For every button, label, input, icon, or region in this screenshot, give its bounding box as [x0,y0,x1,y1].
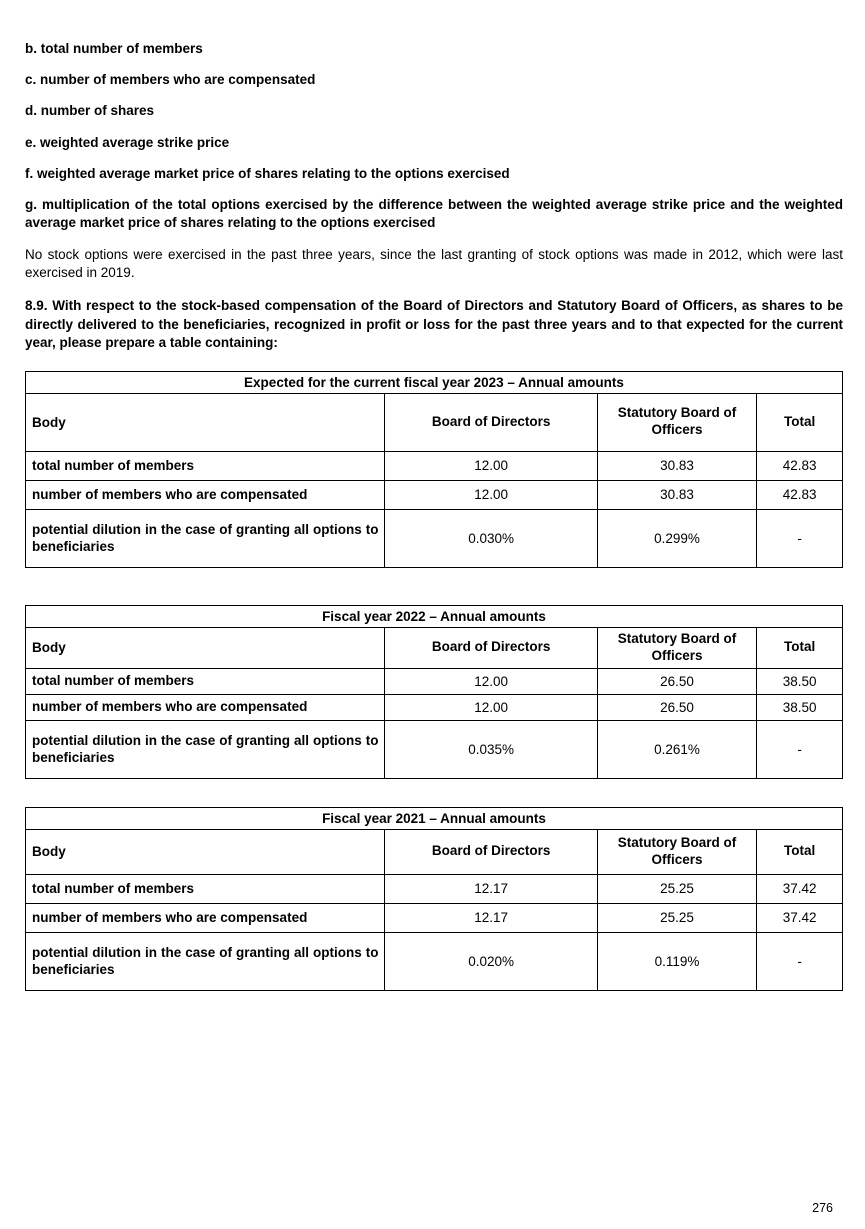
cell-value: 26.50 [597,668,756,694]
cell-value: 0.119% [597,932,756,990]
table-title: Fiscal year 2022 – Annual amounts [26,605,843,627]
cell-value: 38.50 [757,694,843,720]
column-header-board: Board of Directors [385,829,597,874]
cell-value: 30.83 [597,480,756,509]
column-header-statutory: Statutory Board of Officers [597,393,756,451]
cell-value: 0.035% [385,720,597,778]
row-label: number of members who are compensated [26,694,385,720]
table-header-row [26,829,843,874]
cell-value: 12.00 [385,668,597,694]
column-header-body: Body [26,627,385,668]
row-label: number of members who are compensated [26,480,385,509]
table-row [26,509,843,567]
cell-value: 30.83 [597,451,756,480]
cell-value: 42.83 [757,451,843,480]
table-row [26,694,843,720]
cell-value: - [757,509,843,567]
column-header-board: Board of Directors [385,393,597,451]
column-header-body: Body [26,829,385,874]
row-label: total number of members [26,668,385,694]
row-label: potential dilution in the case of granting all options to beneficiaries [26,509,385,567]
cell-value: 0.261% [597,720,756,778]
row-label: total number of members [26,874,385,903]
cell-value: 38.50 [757,668,843,694]
table-title-row [26,605,843,627]
row-label: total number of members [26,451,385,480]
column-header-total: Total [757,627,843,668]
cell-value: 12.17 [385,874,597,903]
table-2022 [25,605,843,779]
table-header-row [26,627,843,668]
list-item-e: e. weighted average strike price [25,134,230,150]
column-header-board: Board of Directors [385,627,597,668]
table-title: Fiscal year 2021 – Annual amounts [26,807,843,829]
cell-value: 12.00 [385,480,597,509]
cell-value: 12.00 [385,694,597,720]
cell-value: 12.17 [385,903,597,932]
table-title-row [26,371,843,393]
column-header-statutory: Statutory Board of Officers [597,627,756,668]
list-item-c: c. number of members who are compensated [25,72,316,88]
list-item-b: b. total number of members [25,41,203,56]
table-row [26,932,843,990]
page-number: 276 [812,1201,833,1215]
cell-value: 0.020% [385,932,597,990]
column-header-statutory: Statutory Board of Officers [597,829,756,874]
cell-value: 12.00 [385,451,597,480]
row-label: potential dilution in the case of granting all options to beneficiaries [26,932,385,990]
section-heading-8-9: 8.9. With respect to the stock-based compensation of the Board of Directors and Statutory Board of Officers, as shares to be directly delivered to the beneficiaries, recognized in profit or loss for the past three years and to that expected for the current year, please prepare a table containing: [25,297,843,351]
cell-value: 37.42 [757,874,843,903]
cell-value: 26.50 [597,694,756,720]
column-header-body: Body [26,393,385,451]
note-paragraph: No stock options were exercised in the past three years, since the last granting of stock options was made in 2012, which were last exercised in 2019. [25,246,843,280]
column-header-total: Total [757,393,843,451]
cell-value: 42.83 [757,480,843,509]
table-2021 [25,807,843,991]
cell-value: 37.42 [757,903,843,932]
row-label: potential dilution in the case of granting all options to beneficiaries [26,720,385,778]
table-row [26,720,843,778]
cell-value: - [757,720,843,778]
cell-value: 0.030% [385,509,597,567]
table-row [26,903,843,932]
table-row [26,451,843,480]
cell-value: 0.299% [597,509,756,567]
table-row [26,668,843,694]
table-header-row [26,393,843,451]
table-title: Expected for the current fiscal year 2023 – Annual amounts [26,371,843,393]
list-item-g: g. multiplication of the total options exercised by the difference between the weighted average strike price and the weighted average market price of shares relating to the options exercised [25,197,843,231]
cell-value: 25.25 [597,903,756,932]
table-row [26,874,843,903]
column-header-total: Total [757,829,843,874]
cell-value: - [757,932,843,990]
table-row [26,480,843,509]
list-item-f: f. weighted average market price of shares relating to the options exercised [25,165,510,181]
cell-value: 25.25 [597,874,756,903]
row-label: number of members who are compensated [26,903,385,932]
table-title-row [26,807,843,829]
table-2023 [25,371,843,568]
list-item-d: d. number of shares [25,103,155,119]
